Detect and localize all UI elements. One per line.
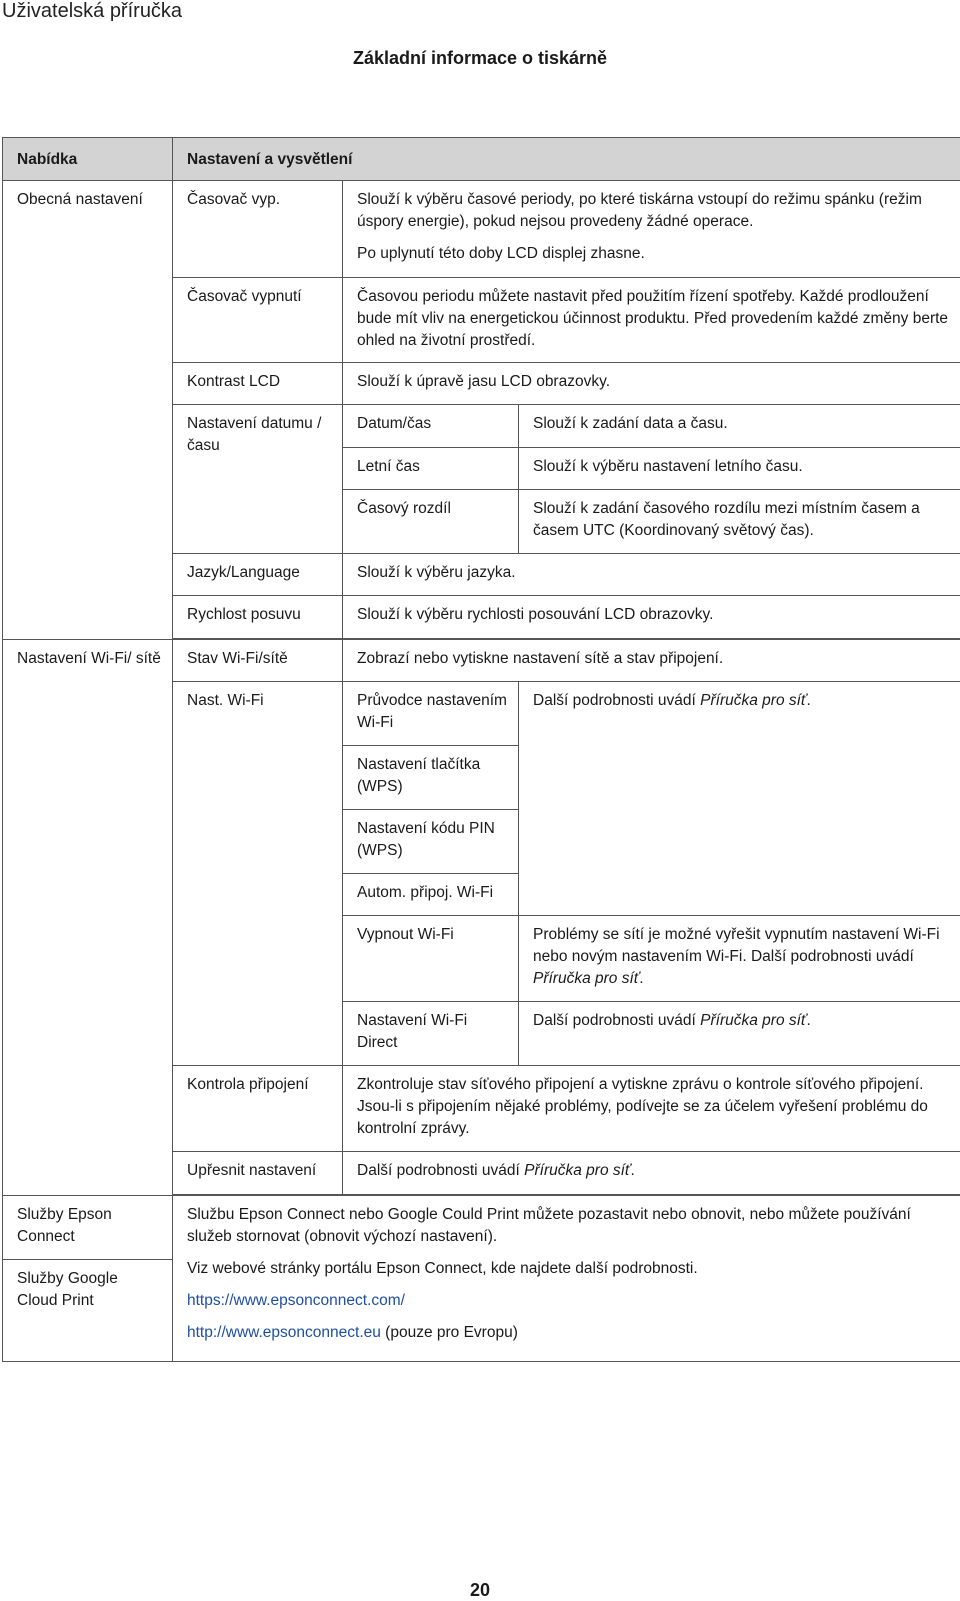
- menu-general: Obecná nastavení: [3, 180, 173, 639]
- date-desc: Slouží k zadání data a času.: [519, 405, 960, 448]
- advanced-settings-label: Upřesnit nastavení: [173, 1151, 343, 1194]
- document-title: Uživatelská příručka: [2, 0, 182, 23]
- wifi-direct-desc: [519, 1001, 960, 1065]
- epson-connect-link[interactable]: https://www.epsonconnect.com/: [187, 1292, 405, 1309]
- menu-wifi: Nastavení Wi-Fi/ sítě: [3, 639, 173, 1195]
- timezone-desc: Slouží k zadání časového rozdílu mezi místním časem a časem UTC (Koordinovaný světový čas).: [519, 489, 960, 553]
- network-guide-name: Příručka pro síť: [524, 1162, 630, 1179]
- header-menu: Nabídka: [3, 138, 173, 181]
- eu-only-note: (pouze pro Evropu): [381, 1324, 518, 1341]
- sleep-timer-desc-1: Slouží k výběru časové periody, po které tiskárna vstoupí do režimu spánku (režim úspory energie), pokud nejsou provedeny žádné operace.: [357, 189, 950, 233]
- page-number: 20: [0, 1580, 960, 1601]
- wifi-direct-desc-suffix: .: [806, 1012, 810, 1029]
- dst-desc: Slouží k výběru nastavení letního času.: [519, 448, 960, 490]
- lcd-contrast-label: Kontrast LCD: [173, 363, 343, 405]
- sleep-timer-desc-2: Po uplynutí této doby LCD displej zhasne.: [357, 243, 950, 265]
- language-label: Jazyk/Language: [173, 554, 343, 596]
- sleep-timer-desc: [343, 180, 960, 277]
- advanced-settings-desc-prefix: Další podrobnosti uvádí: [357, 1162, 524, 1179]
- network-guide-name: Příručka pro síť: [700, 1012, 806, 1029]
- date-time-label: Nastavení datumu / času: [173, 405, 343, 554]
- settings-table: [2, 137, 960, 1362]
- wifi-setup-more-suffix: .: [806, 692, 810, 709]
- wifi-disable-desc-suffix: .: [639, 970, 643, 987]
- lcd-contrast-desc: Slouží k úpravě jasu LCD obrazovky.: [343, 363, 960, 405]
- language-desc: Slouží k výběru jazyka.: [343, 554, 960, 596]
- scroll-speed-label: Rychlost posuvu: [173, 595, 343, 638]
- wifi-direct-desc-prefix: Další podrobnosti uvádí: [533, 1012, 700, 1029]
- network-guide-name: Příručka pro síť: [533, 970, 639, 987]
- services-desc: [173, 1195, 960, 1361]
- wifi-status-desc: Zobrazí nebo vytiskne nastavení sítě a stav připojení.: [343, 639, 960, 681]
- wifi-disable-label: Vypnout Wi-Fi: [343, 916, 519, 1002]
- timezone-label: Časový rozdíl: [343, 489, 519, 553]
- off-timer-label: Časovač vypnutí: [173, 277, 343, 363]
- off-timer-desc: Časovou periodu můžete nastavit před použitím řízení spotřeby. Každé prodloužení bude mít vliv na energetickou účinnost produktu. Před provedením každé změny berte ohled na životní prostředí.: [343, 277, 960, 363]
- sleep-timer-label: Časovač vyp.: [173, 180, 343, 277]
- wifi-wizard-label: Průvodce nastavením Wi-Fi: [343, 681, 519, 745]
- connection-check-label: Kontrola připojení: [173, 1066, 343, 1152]
- services-desc-1: Službu Epson Connect nebo Google Could Print můžete pozastavit nebo obnovit, nebo můžete používání služeb stornovat (obnovit výchozí nastavení).: [187, 1204, 950, 1248]
- date-label: Datum/čas: [343, 405, 519, 448]
- scroll-speed-desc: Slouží k výběru rychlosti posouvání LCD obrazovky.: [343, 595, 960, 638]
- wps-push-button-label: Nastavení tlačítka (WPS): [343, 745, 519, 809]
- wifi-disable-desc-text: Problémy se sítí je možné vyřešit vypnutím nastavení Wi-Fi nebo novým nastavením Wi-Fi. Další podrobnosti uvádí: [533, 926, 940, 965]
- menu-google-cloud-print: Služby Google Cloud Print: [3, 1259, 173, 1361]
- advanced-settings-desc: [343, 1151, 960, 1194]
- connection-check-desc: Zkontroluje stav síťového připojení a vytiskne zprávu o kontrole síťového připojení. Jsou-li s připojením nějaké problémy, podívejte se za účelem vyřešení problému do kontrolní zprávy.: [343, 1066, 960, 1152]
- section-title: Základní informace o tiskárně: [0, 48, 960, 69]
- wifi-disable-desc: [519, 916, 960, 1002]
- menu-epson-connect: Služby Epson Connect: [3, 1195, 173, 1259]
- dst-label: Letní čas: [343, 448, 519, 490]
- advanced-settings-desc-suffix: .: [630, 1162, 634, 1179]
- wifi-status-label: Stav Wi-Fi/sítě: [173, 639, 343, 681]
- wps-pin-label: Nastavení kódu PIN (WPS): [343, 810, 519, 874]
- wifi-setup-more-prefix: Další podrobnosti uvádí: [533, 692, 700, 709]
- wifi-auto-connect-label: Autom. připoj. Wi-Fi: [343, 874, 519, 916]
- header-settings: Nastavení a vysvětlení: [173, 138, 960, 181]
- network-guide-name: Příručka pro síť: [700, 692, 806, 709]
- wifi-setup-label: Nast. Wi-Fi: [173, 681, 343, 1065]
- wifi-direct-label: Nastavení Wi-Fi Direct: [343, 1001, 519, 1065]
- services-desc-2: Viz webové stránky portálu Epson Connect, kde najdete další podrobnosti.: [187, 1258, 950, 1280]
- epson-connect-eu-link[interactable]: http://www.epsonconnect.eu: [187, 1324, 381, 1341]
- wifi-setup-more: [519, 681, 960, 916]
